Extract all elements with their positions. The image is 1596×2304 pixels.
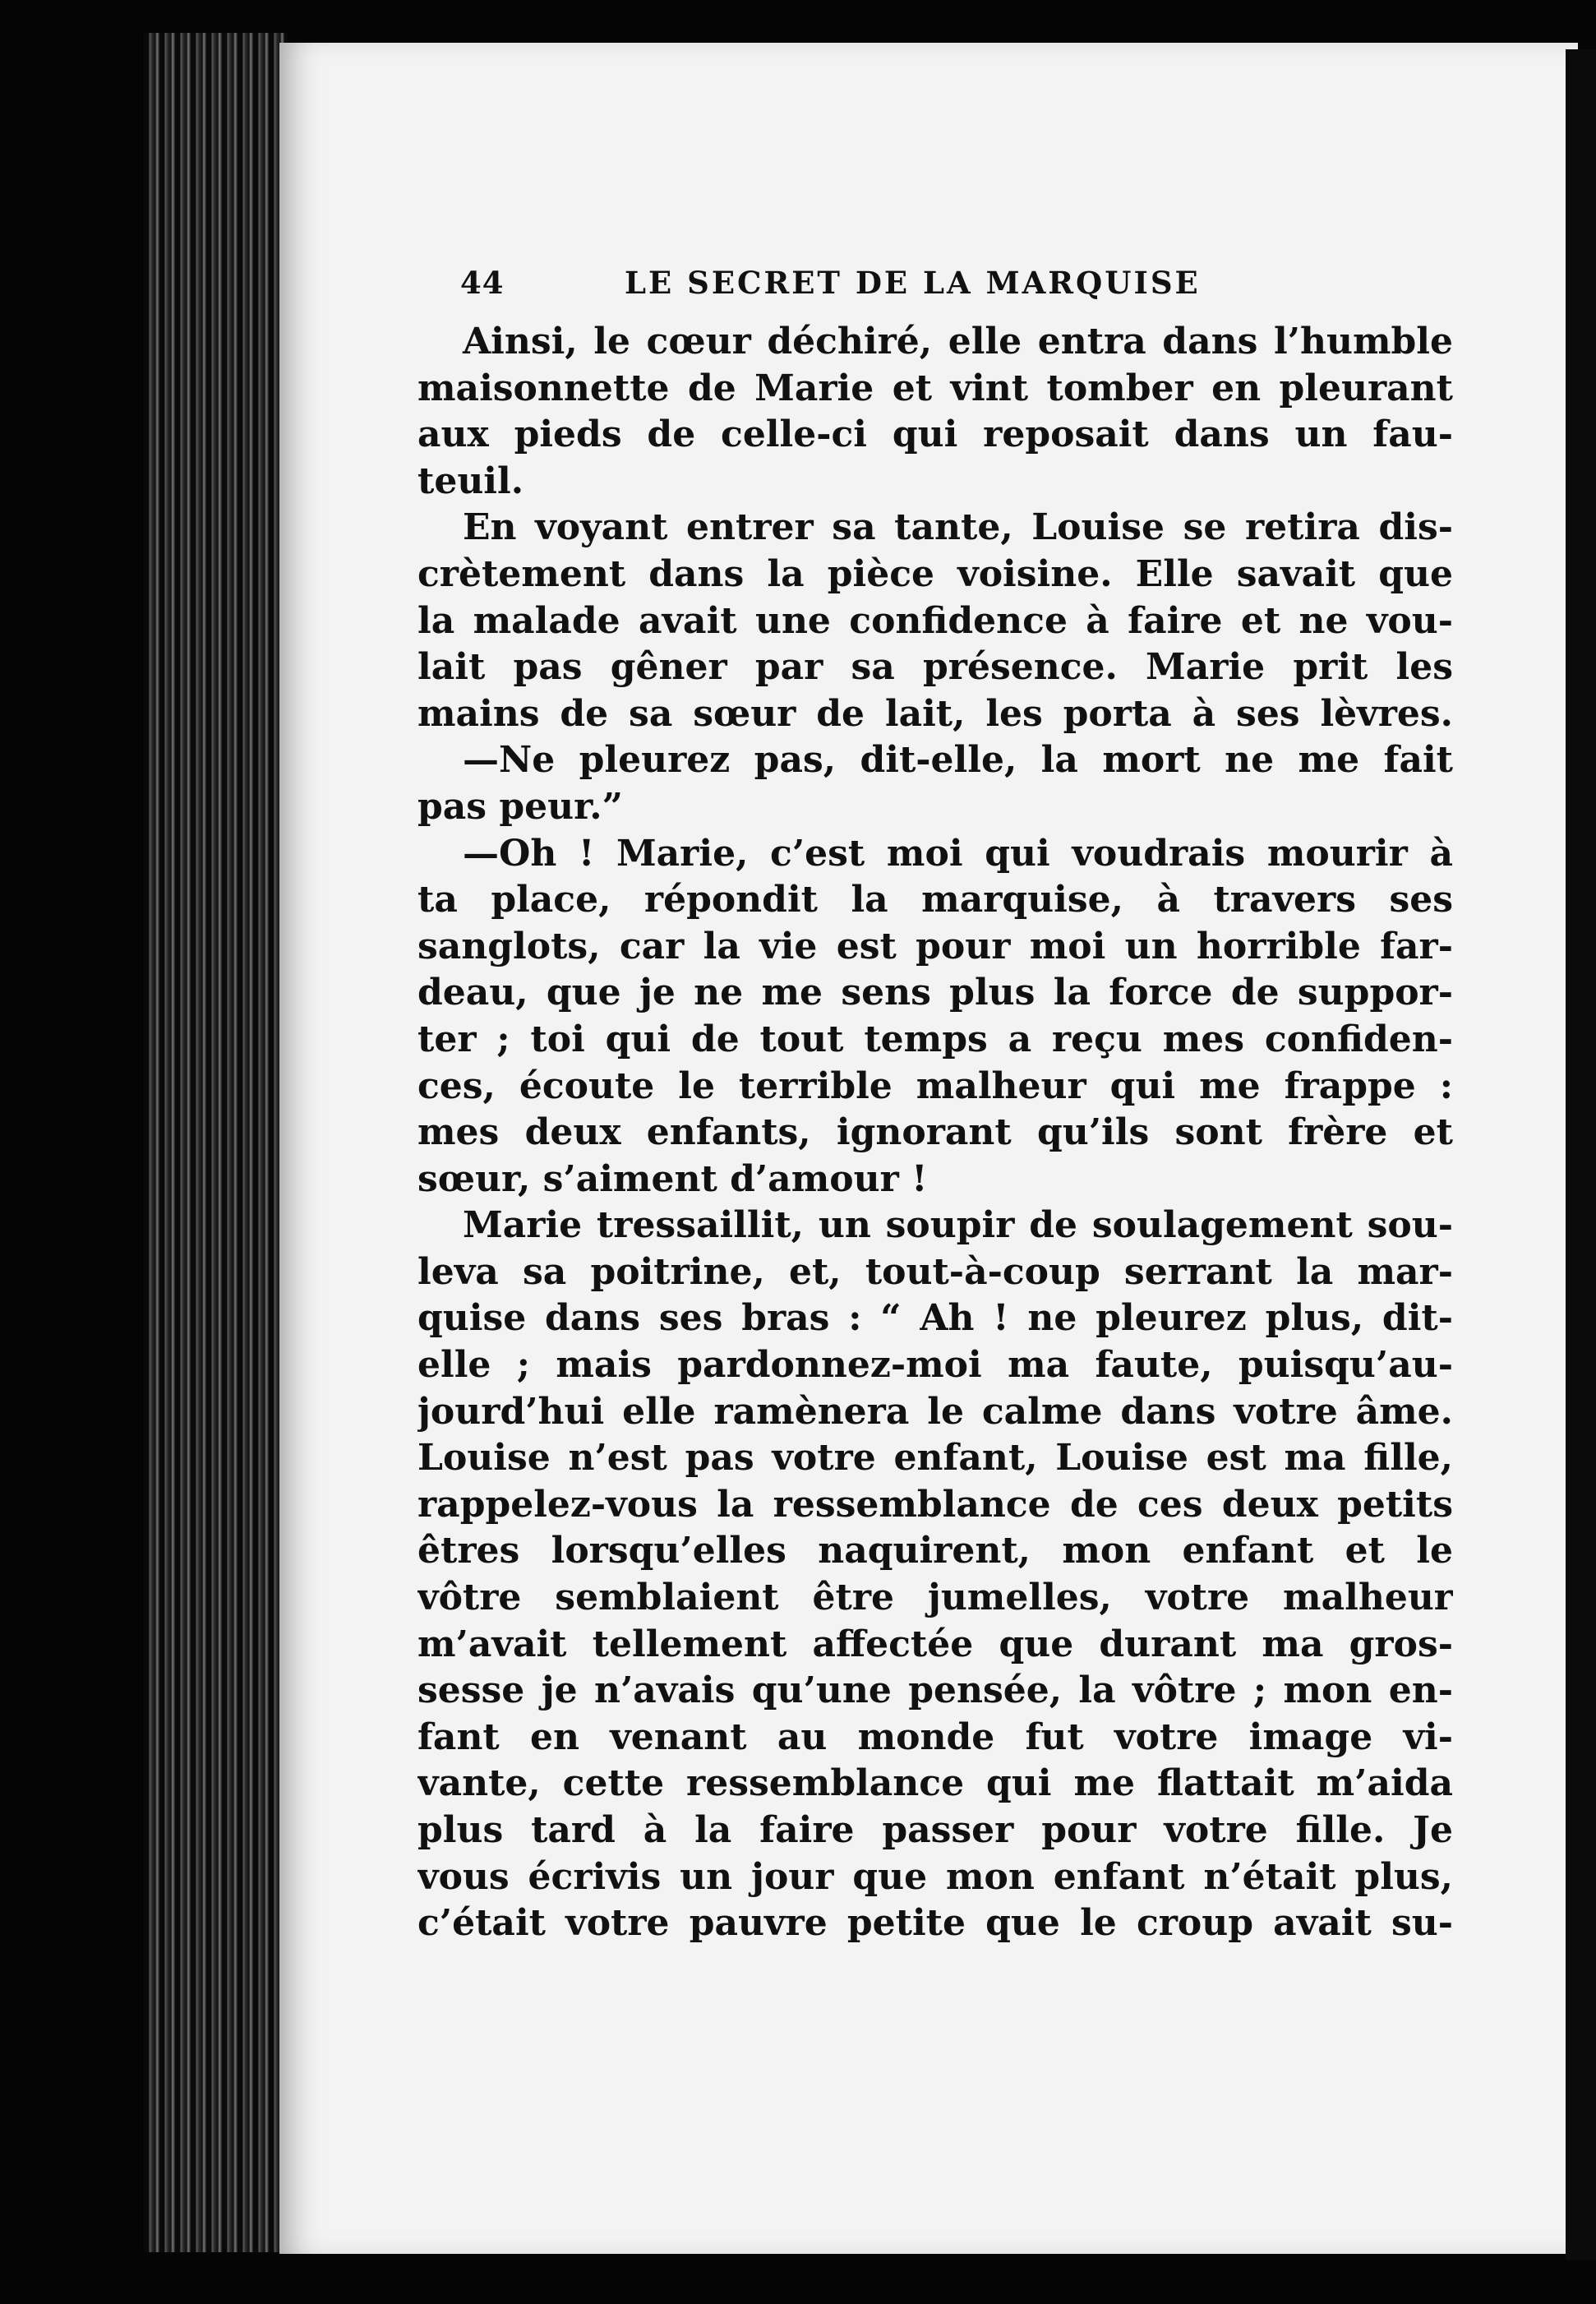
text-line: —Ne pleurez pas, dit-elle, la mort ne me fait [463, 739, 1453, 782]
text-line: Louise n’est pas votre enfant, Louise est ma fille, [417, 1437, 1453, 1480]
text-line: rappelez-vous la ressemblance de ces deux petits [417, 1483, 1453, 1526]
text-line: teuil. [417, 459, 524, 502]
running-title: LE SECRET DE LA MARQUISE [625, 265, 1201, 301]
text-line: mes deux enfants, ignorant qu’ils sont frère et [417, 1111, 1453, 1154]
text-line: ces, écoute le terrible malheur qui me frappe : [417, 1064, 1453, 1107]
text-line: mains de sa sœur de lait, les porta à ses lèvres. [417, 692, 1453, 735]
text-line: sesse je n’avais qu’une pensée, la vôtre ; mon en- [417, 1669, 1453, 1712]
text-line: crètement dans la pièce voisine. Elle savait que [417, 552, 1453, 595]
text-line: maisonnette de Marie et vint tomber en pleurant [417, 367, 1453, 409]
text-line: fant en venant au monde fut votre image vi- [417, 1715, 1453, 1758]
text-line: jourd’hui elle ramènera le calme dans votre âme. [417, 1390, 1453, 1433]
running-head [460, 265, 1282, 314]
text-line: quise dans ses bras : “ Ah ! ne pleurez plus, dit- [417, 1297, 1453, 1340]
text-line: elle ; mais pardonnez-moi ma faute, puisqu’au- [417, 1344, 1453, 1387]
text-line: plus tard à la faire passer pour votre fille. Je [417, 1809, 1453, 1851]
text-line: ta place, répondit la marquise, à travers ses [417, 879, 1453, 921]
text-line: vous écrivis un jour que mon enfant n’était plus, [417, 1855, 1453, 1898]
text-line: —Oh ! Marie, c’est moi qui voudrais mourir à [463, 832, 1453, 875]
page-edge [1566, 49, 1596, 2260]
text-line: la malade avait une confidence à faire et ne vou- [417, 599, 1453, 642]
text-line: Ainsi, le cœur déchiré, elle entra dans l’humble [463, 321, 1453, 362]
text-line: êtres lorsqu’elles naquirent, mon enfant et le [417, 1530, 1453, 1572]
body-text [417, 319, 1453, 1947]
text-line: En voyant entrer sa tante, Louise se retira dis- [463, 506, 1453, 549]
text-line: ter ; toi qui de tout temps a reçu mes confiden- [417, 1018, 1453, 1060]
page-number: 44 [460, 265, 505, 301]
text-line: c’était votre pauvre petite que le croup avait su- [417, 1902, 1453, 1945]
text-line: sanglots, car la vie est pour moi un horrible far- [417, 925, 1453, 967]
book-spine [144, 33, 288, 2252]
text-line: lait pas gêner par sa présence. Marie prit les [417, 646, 1453, 689]
text-line: Marie tressaillit, un soupir de soulagement sou- [463, 1204, 1453, 1247]
text-line: aux pieds de celle-ci qui reposait dans un fau- [417, 413, 1453, 456]
text-line: pas peur.” [417, 785, 623, 828]
text-line: vôtre semblaient être jumelles, votre malheur [417, 1577, 1453, 1619]
text-line: m’avait tellement affectée que durant ma gros- [417, 1623, 1453, 1665]
text-line: sœur, s’aiment d’amour ! [417, 1157, 928, 1200]
text-line: vante, cette ressemblance qui me flattait m’aida [417, 1762, 1453, 1805]
text-line: deau, que je ne me sens plus la force de suppor- [417, 972, 1453, 1014]
text-line: leva sa poitrine, et, tout-à-coup serrant la mar- [417, 1250, 1453, 1293]
